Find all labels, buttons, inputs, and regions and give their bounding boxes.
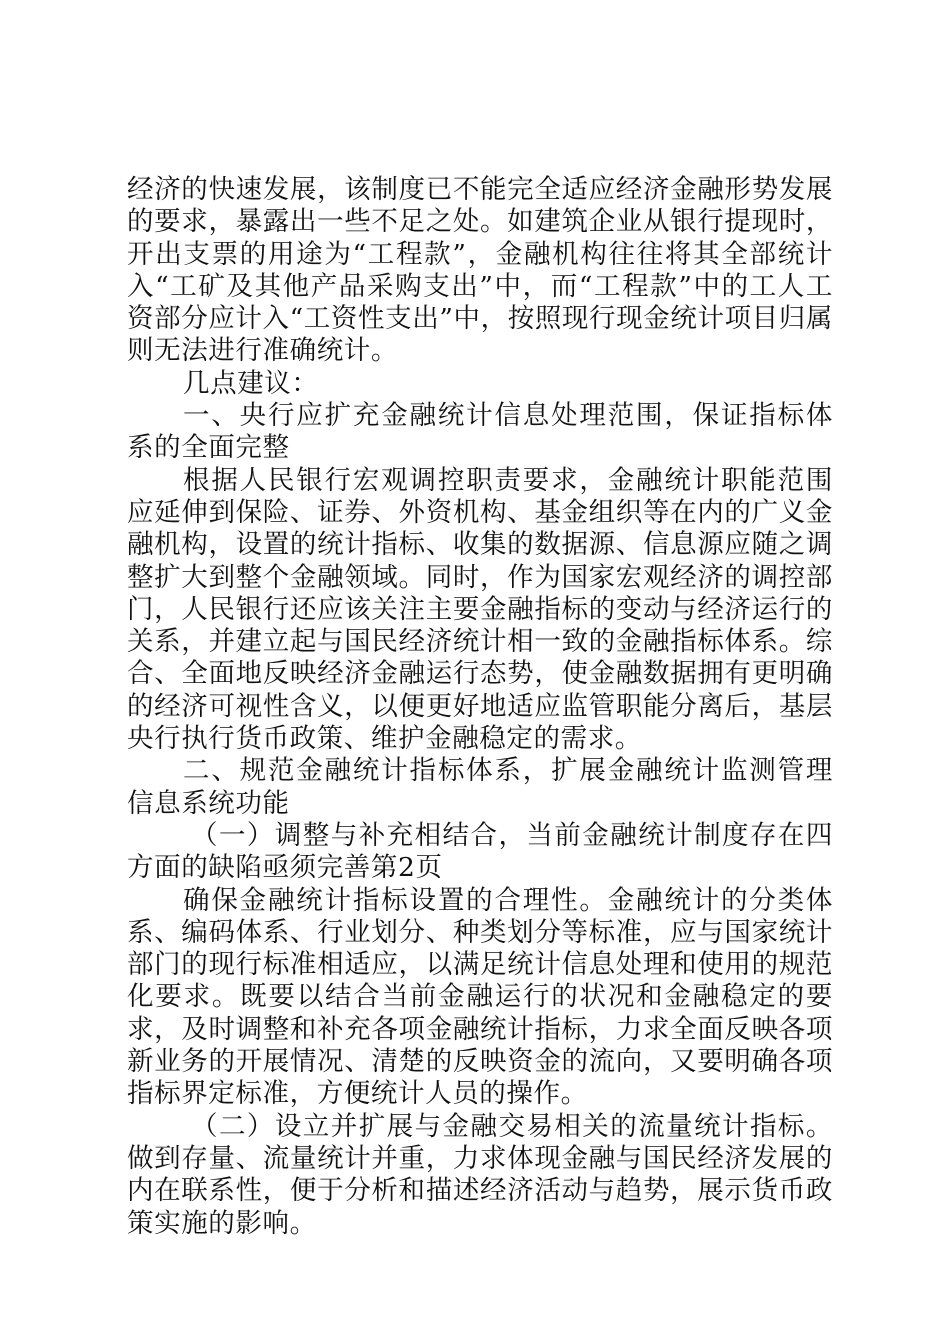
paragraph-suggestions-heading: 几点建议： (183, 367, 319, 399)
subsection-heading-1: （一）调整与补充相结合，当前金融统计制度存在四方面的缺陷亟须完善第2页 (127, 819, 833, 884)
paragraph-subsection-2: （二）设立并扩展与金融交易相关的流量统计指标。做到存量、流量统计并重，力求体现金融与国民经济发展的内在联系性，便于分析和描述经济活动与趋势，展示货币政策实施的影响。 (127, 1110, 833, 1239)
document-body (127, 174, 833, 1240)
paragraph-subsection-1-body: 确保金融统计指标设置的合理性。金融统计的分类体系、编码体系、行业划分、种类划分等标准，应与国家统计部门的现行标准相适应，以满足统计信息处理和使用的规范化要求。既要以结合当前金融运行的状况和金融稳定的要求，及时调整和补充各项金融统计指标，力求全面反映各项新业务的开展情况、清楚的反映资金的流向，又要明确各项指标界定标准，方便统计人员的操作。 (127, 884, 833, 1110)
paragraph-section-1-body: 根据人民银行宏观调控职责要求，金融统计职能范围应延伸到保险、证券、外资机构、基金组织等在内的广义金融机构，设置的统计指标、收集的数据源、信息源应随之调整扩大到整个金融领域。同时，作为国家宏观经济的调控部门，人民银行还应该关注主要金融指标的变动与经济运行的关系，并建立起与国民经济统计相一致的金融指标体系。综合、全面地反映经济金融运行态势，使金融数据拥有更明确的经济可视性含义，以便更好地适应监管职能分离后，基层央行执行货币政策、维护金融稳定的需求。 (127, 464, 833, 755)
paragraph-continuation: 经济的快速发展，该制度已不能完全适应经济金融形势发展的要求，暴露出一些不足之处。如建筑企业从银行提现时，开出支票的用途为“工程款”，金融机构往往将其全部统计入“工矿及其他产品采购支出”中，而“工程款”中的工人工资部分应计入“工资性支出”中，按照现行现金统计项目归属则无法进行准确统计。 (127, 174, 833, 367)
section-heading-1: 一、央行应扩充金融统计信息处理范围，保证指标体系的全面完整 (127, 400, 833, 464)
section-heading-2: 二、规范金融统计指标体系，扩展金融统计监测管理信息系统功能 (127, 755, 833, 819)
